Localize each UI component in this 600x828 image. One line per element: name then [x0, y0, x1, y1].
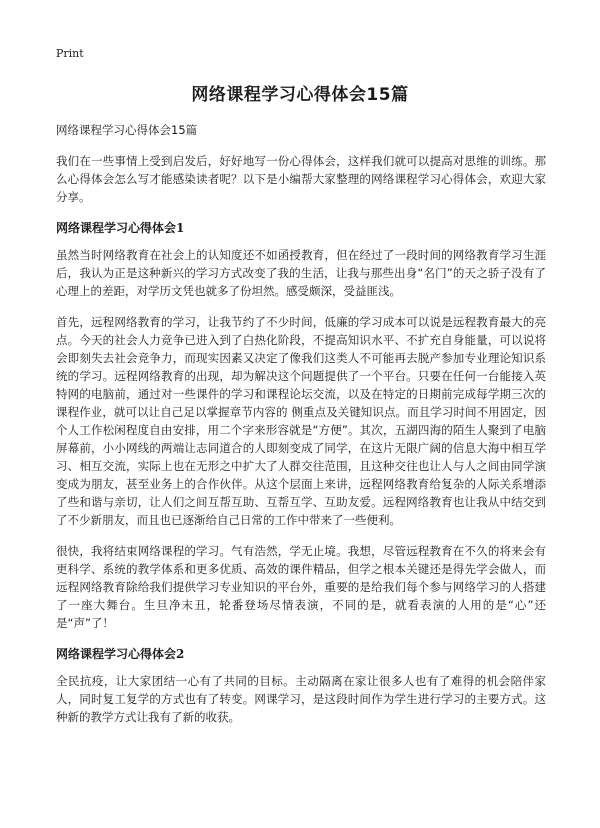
section-1-paragraph-3: 很快，我将结束网络课程的学习。气有浩然，学无止境。我想，尽管远程教育在不久的将来会有更科学、系统的教学体系和更多优质、高效的课件精品，但学之根本关键还是得先学会做人，而远程网络教育除给我们提供学习专业知识的平台外，重要的是给我们每个参与网络学习的人搭建了一座大舞台。生旦净末丑，轮番登场尽情表演，不同的是，就看表演的人用的是“心”还是“声”了！ [56, 544, 546, 630]
document-subtitle: 网络课程学习心得体会15篇 [56, 123, 198, 137]
section-1-paragraph-1: 虽然当时网络教育在社会上的认知度还不如函授教育，但在经过了一段时间的网络教育学习生涯后，我认为正是这种新兴的学习方式改变了我的生活，让我与那些出身“名门”的天之骄子没有了心理上的差距，对学历文凭也就多了份坦然。感受颇深，受益匪浅。 [56, 248, 546, 298]
intro-paragraph: 我们在一些事情上受到启发后，好好地写一份心得体会，这样我们就可以提高对思维的训练。那么心得体会怎么写才能感染读者呢？以下是小编帮大家整理的网络课程学习心得体会，欢迎大家分享。 [56, 154, 546, 204]
section-heading-1: 网络课程学习心得体会1 [56, 221, 185, 235]
page-title: 网络课程学习心得体会15篇 [191, 85, 409, 105]
document-body [56, 121, 546, 739]
print-link[interactable]: Print [56, 47, 84, 60]
section-2-paragraph-1: 全民抗疫，让大家团结一心有了共同的目标。主动隔离在家让很多人也有了难得的机会陪伴家人，同时复工复学的方式也有了转变。网课学习，是这段时间作为学生进行学习的主要方式。这种新的教学方式让我有了新的收获。 [56, 674, 546, 724]
section-heading-2: 网络课程学习心得体会2 [56, 647, 185, 661]
section-1-paragraph-2: 首先，远程网络教育的学习，让我节约了不少时间，低廉的学习成本可以说是远程教育最大的亮点。今天的社会人力竞争已进入到了白热化阶段，不提高知识水平、不扩充自身能量，可以说将会即刻失去社会竞争力，而现实因素又决定了像我们这类人不可能再去脱产参加专业理论知识系统的学习。远程网络教育的出现，却为解决这个问题提供了一个平台。只要在任何一台能接入英特网的电脑前，通过对一些课件的学习和课程论坛交流，以及在特定的日期前完成每学期三次的课程作业，就可以让自己足以掌握章节内容的 侧重点及关键知识点。而且学习时间不用固定，因个人工作松闲程度自由安排，用二个字来形容就是“方便”。其次，五湖四海的陌生人聚到了电脑屏幕前，小小网线的两端让志同道合的人即刻变成了同学，在这片无限广阔的信息大海中相互学习、相互交流，实际上也在无形之中扩大了人群交往范围，且这种交往也让人与人之间由同学演变成为朋友，甚至业务上的合作伙伴。从这个层面上来讲，远程网络教育给复杂的人际关系增添了些和谐与亲切，让人们之间互帮互助、互帮互学、互助友爱。远程网络教育也让我从中结交到了不少新朋友，而且也已逐渐给自己日常的工作中带来了一些便利。 [56, 315, 546, 527]
